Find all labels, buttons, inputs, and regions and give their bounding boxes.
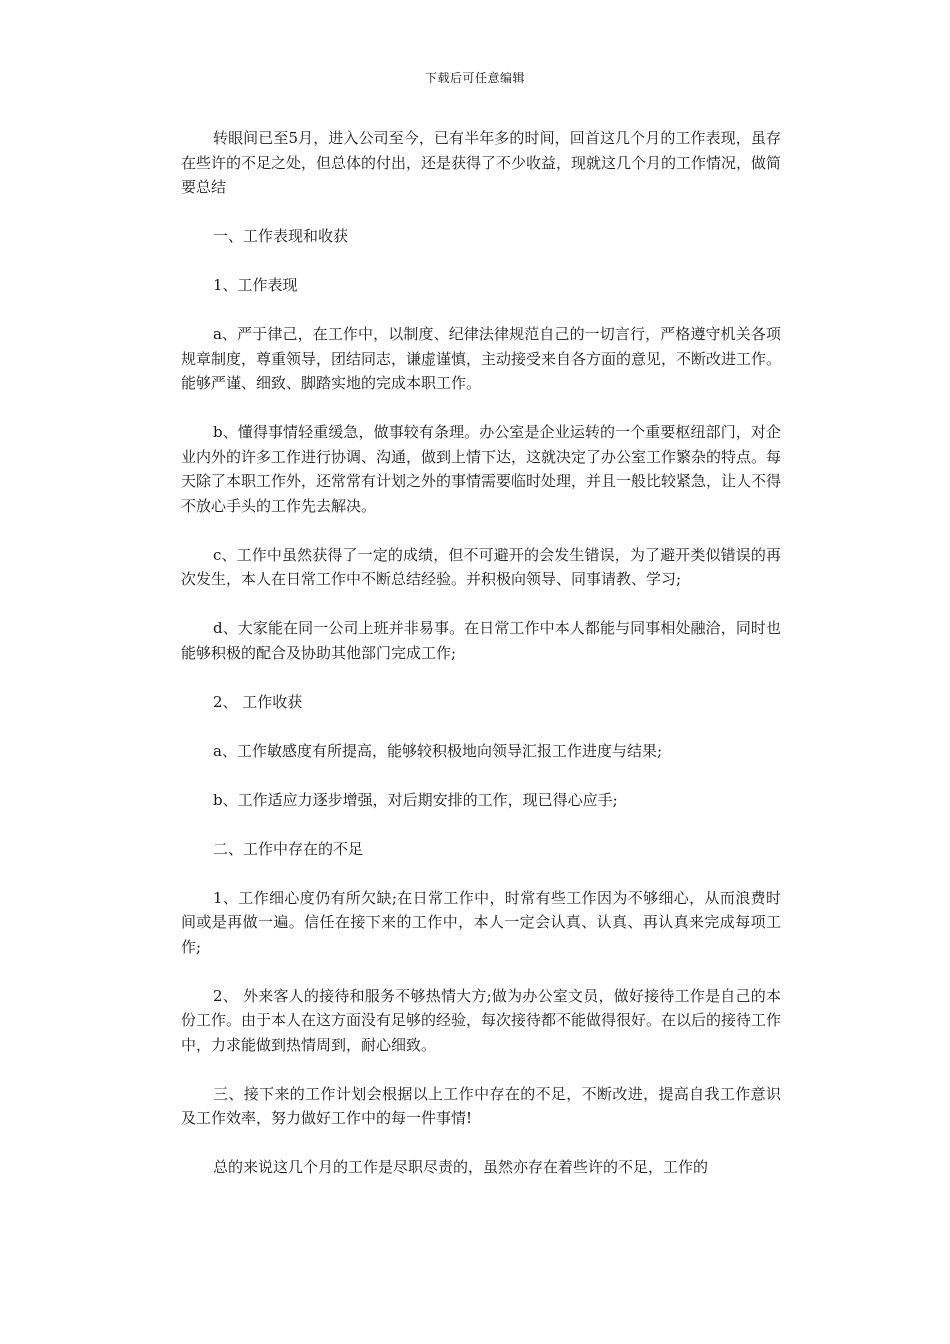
paragraph-1-1-b: b、懂得事情轻重缓急，做事较有条理。办公室是企业运转的一个重要枢纽部门，对企业内外的许多工作进行协调、沟通，做到上情下达，这就决定了办公室工作繁杂的特点。每天除了本职工作外，还常常有计划之外的事情需要临时处理，并且一般比较紧急，让人不得不放心手头的工作先去解决。	[181, 423, 782, 515]
paragraph-1-1-a: a、严于律己，在工作中，以制度、纪律法律规范自己的一切言行，严格遵守机关各项规章制度，尊重领导，团结同志，谦虚谨慎，主动接受来自各方面的意见，不断改进工作。能够严谨、细致、脚踏实地的完成本职工作。	[181, 325, 782, 392]
section-heading-3: 三、接下来的工作计划会根据以上工作中存在的不足，不断改进，提高自我工作意识及工作效率，努力做好工作中的每一件事情!	[181, 1084, 781, 1127]
section-heading-1: 一、工作表现和收获	[213, 227, 349, 245]
header-note: 下载后可任意编辑	[424, 71, 525, 85]
paragraph-summary: 总的来说这几个月的工作是尽职尽责的，虽然亦存在着些许的不足，工作的	[213, 1158, 709, 1176]
paragraph-1-2-b: b、工作适应力逐步增强，对后期安排的工作，现已得心应手;	[213, 790, 618, 809]
paragraph-intro: 转眼间已至5月，进入公司至今，已有半年多的时间，回首这几个月的工作表现，虽存在些许的不足之处，但总体的付出，还是获得了不少收益，现就这几个月的工作情况，做简要总结	[181, 129, 782, 196]
paragraph-1-2-a: a、工作敏感度有所提高，能够较积极地向领导汇报工作进度与结果;	[213, 741, 662, 760]
subsection-heading-1-2: 2、 工作收获	[213, 692, 303, 711]
subsection-heading-1-1: 1、工作表现	[213, 276, 298, 294]
paragraph-1-1-d: d、大家能在同一公司上班并非易事。在日常工作中本人都能与同事相处融洽，同时也能够积极的配合及协助其他部门完成工作;	[181, 619, 781, 662]
paragraph-1-1-c: c、工作中虽然获得了一定的成绩，但不可避开的会发生错误，为了避开类似错误的再次发生，本人在日常工作中不断总结经验。并积极向领导、同事请教、学习;	[181, 545, 781, 588]
document-body	[181, 126, 781, 1204]
paragraph-2-2: 2、 外来客人的接待和服务不够热情大方;做为办公室文员，做好接待工作是自己的本份工作。由于本人在这方面没有足够的经验，每次接待都不能做得很好。在以后的接待工作中，力求能做到热情周到，耐心细致。	[181, 986, 782, 1054]
paragraph-2-1: 1、工作细心度仍有所欠缺;在日常工作中，时常有些工作因为不够细心，从而浪费时间或是再做一遍。信任在接下来的工作中，本人一定会认真、认真、再认真来完成每项工作;	[181, 888, 781, 956]
section-heading-2: 二、工作中存在的不足	[213, 839, 364, 858]
